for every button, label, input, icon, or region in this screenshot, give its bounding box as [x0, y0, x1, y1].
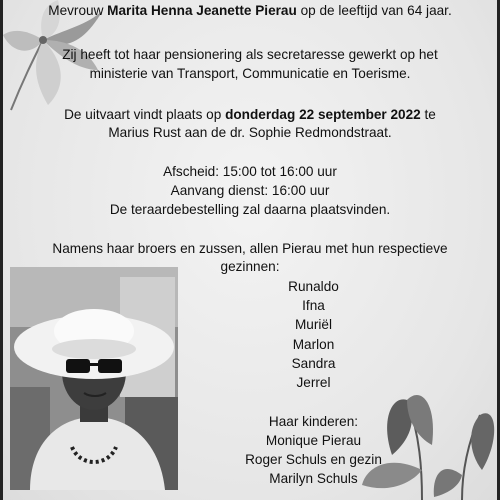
family-intro-line-1: Namens haar broers en zussen, allen Pierau met hun respectieve: [52, 241, 448, 256]
children-heading: Haar kinderen:: [268, 414, 359, 429]
sibling-name: Muriël: [294, 317, 332, 332]
sibling-name: Sandra: [291, 356, 336, 371]
sibling-name: Jerrel: [296, 375, 331, 390]
career-line-2: ministerie van Transport, Communicatie en Toerisme.: [89, 66, 411, 81]
sibling-name: Marlon: [292, 337, 335, 352]
sibling-name: Ifna: [302, 298, 325, 313]
portrait-photo: [10, 267, 178, 490]
child-name: Monique Pierau: [265, 433, 362, 448]
family-intro-line-2: gezinnen:: [220, 259, 280, 274]
schedule-burial: De teraardebestelling zal daarna plaatsvinden.: [109, 202, 391, 217]
funeral-line-1: De uitvaart vindt plaats op donderdag 22 september 2022 te: [64, 107, 436, 122]
intro-line: Mevrouw Marita Henna Jeanette Pierau op de leeftijd van 64 jaar.: [48, 3, 452, 18]
schedule-farewell: Afscheid: 15:00 tot 16:00 uur: [163, 164, 337, 179]
funeral-date: donderdag 22 september 2022: [225, 107, 421, 122]
child-name: Roger Schuls en gezin: [245, 452, 382, 467]
funeral-line-2: Marius Rust aan de dr. Sophie Redmondstraat.: [108, 125, 392, 140]
deceased-name: Marita Henna Jeanette Pierau: [107, 3, 297, 18]
child-name: Marilyn Schuls: [269, 471, 358, 486]
career-line-1: Zij heeft tot haar pensionering als secretaresse gewerkt op het: [62, 47, 438, 62]
schedule-service: Aanvang dienst: 16:00 uur: [170, 183, 330, 198]
sibling-name: Runaldo: [288, 279, 339, 294]
